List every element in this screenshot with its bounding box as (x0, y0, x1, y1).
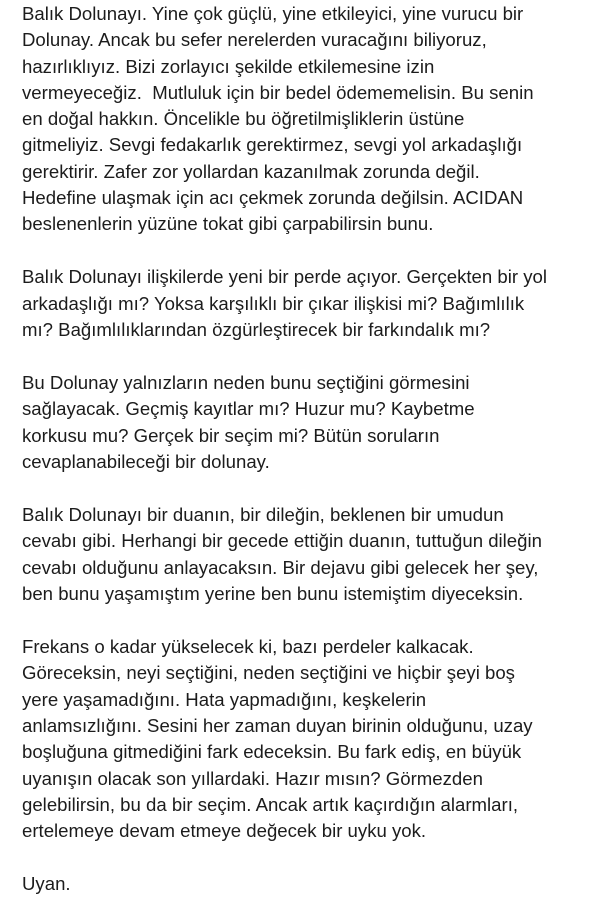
text-line: en doğal hakkın. Öncelikle bu öğretilmişliklerin üstüne (22, 108, 465, 130)
text-line: uyanışın olacak son yıllardaki. Hazır mısın? Görmezden (22, 767, 483, 789)
text-line: sağlayacak. Geçmiş kayıtlar mı? Huzur mu? Kaybetme (22, 398, 475, 420)
text-line: gitmeliyiz. Sevgi fedakarlık gerektirmez, sevgi yol arkadaşlığı (22, 134, 523, 156)
text-line: hazırlıklıyız. Bizi zorlayıcı şekilde etkilemesine izin (22, 55, 435, 77)
closing-line: Uyan. (22, 873, 71, 895)
text-line: cevabı olduğunu anlayacaksın. Bir dejavu gibi gelecek her şey, (22, 556, 539, 578)
text-line: anlamsızlığını. Sesini her zaman duyan birinin olduğunu, uzay (22, 715, 533, 737)
text-line: mı? Bağımlılıklarından özgürleştirecek bir farkındalık mı? (22, 319, 491, 341)
text-line: yere yaşamadığını. Hata yapmadığını, keşkelerin (22, 688, 427, 710)
paragraph-4 (22, 502, 594, 607)
text-line: Frekans o kadar yükselecek ki, bazı perdeler kalkacak. (22, 636, 474, 658)
text-line: ertelemeye devam etmeye değecek bir uyku yok. (22, 820, 427, 842)
text-line: boşluğuna gitmediğini fark edeceksin. Bu fark ediş, en büyük (22, 741, 522, 763)
paragraph-6 (22, 871, 594, 897)
paragraph-3 (22, 370, 594, 475)
paragraph-5 (22, 634, 594, 844)
text-line: korkusu mu? Gerçek bir seçim mi? Bütün soruların (22, 424, 440, 446)
text-line: vermeyeceğiz. Mutluluk için bir bedel ödememelisin. Bu senin (22, 81, 534, 103)
text-line: Göreceksin, neyi seçtiğini, neden seçtiğini ve hiçbir şeyi boş (22, 662, 515, 684)
paragraph-1 (22, 0, 594, 238)
text-line: gerektirir. Zafer zor yollardan kazanılmak zorunda değil. (22, 160, 480, 182)
text-line: arkadaşlığı mı? Yoksa karşılıklı bir çıkar ilişkisi mi? Bağımlılık (22, 292, 525, 314)
text-line: cevaplanabileceği bir dolunay. (22, 451, 270, 473)
text-line: cevabı gibi. Herhangi bir gecede ettiğin duanın, tuttuğun dileğin (22, 530, 542, 552)
text-line: Hedefine ulaşmak için acı çekmek zorunda değilsin. ACIDAN (22, 187, 524, 209)
text-line: Dolunay. Ancak bu sefer nerelerden vuracağını biliyoruz, (22, 29, 487, 51)
text-line: Balık Dolunayı ilişkilerde yeni bir perde açıyor. Gerçekten bir yol (22, 266, 547, 288)
text-line: beslenenlerin yüzüne tokat gibi çarpabilirsin bunu. (22, 213, 434, 235)
text-line: gelebilirsin, bu da bir seçim. Ancak artık kaçırdığın alarmları, (22, 793, 519, 815)
text-line: ben bunu yaşamıştım yerine ben bunu istemiştim diyeceksin. (22, 583, 524, 605)
text-line: Balık Dolunayı. Yine çok güçlü, yine etkileyici, yine vurucu bir (22, 3, 524, 24)
paragraph-2 (22, 264, 594, 343)
document-body (22, 0, 594, 898)
text-line: Bu Dolunay yalnızların neden bunu seçtiğini görmesini (22, 372, 470, 394)
text-line: Balık Dolunayı bir duanın, bir dileğin, beklenen bir umudun (22, 504, 504, 526)
